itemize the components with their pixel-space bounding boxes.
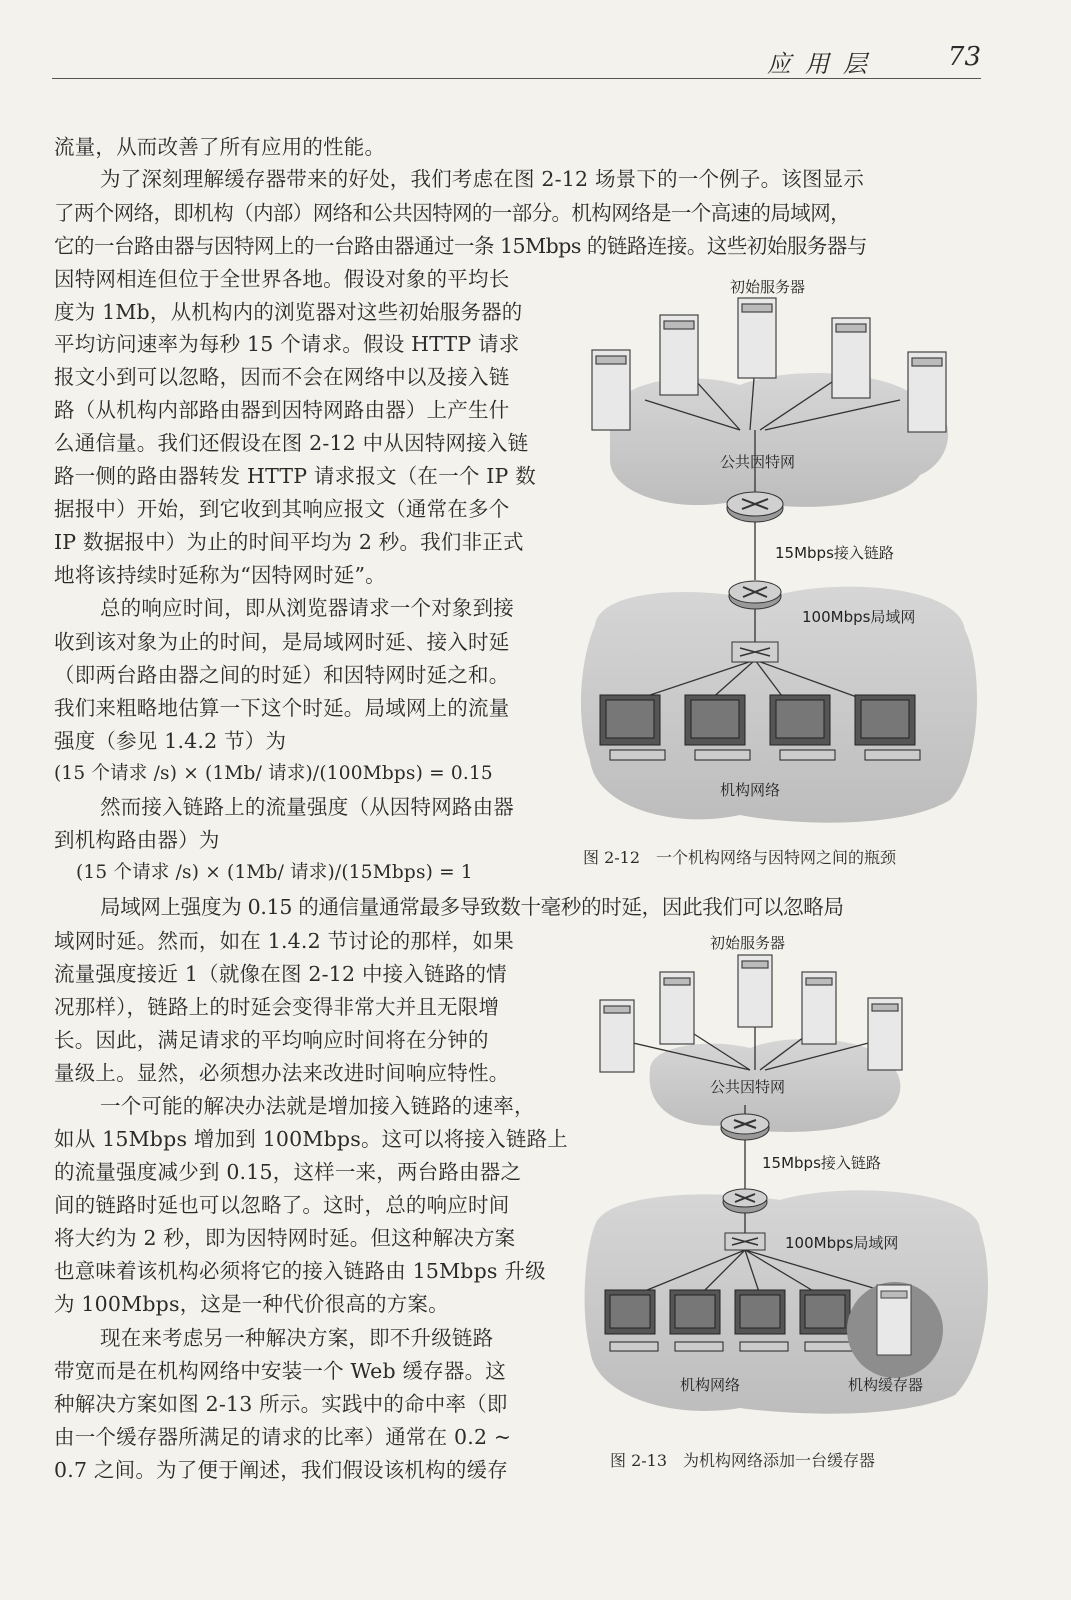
- text-line: 收到该对象为止的时间，是局域网时延、接入时延: [54, 630, 510, 654]
- figure-caption: 图 2-13 为机构网络添加一台缓存器: [610, 1451, 876, 1470]
- router-icon: [723, 1189, 767, 1213]
- figure-2-13: [580, 930, 995, 1430]
- cache-label: 机构缓存器: [848, 1376, 924, 1394]
- text-line: 由一个缓存器所满足的请求的比率）通常在 0.2 ~: [54, 1425, 512, 1449]
- text-line: IP 数据报中）为止的时间平均为 2 秒。我们非正式: [54, 530, 524, 554]
- text-line: 么通信量。我们还假设在图 2-12 中从因特网接入链: [54, 431, 529, 455]
- text-line: 报文小到可以忽略，因而不会在网络中以及接入链: [54, 365, 510, 389]
- text-line: 一个可能的解决办法就是增加接入链路的速率，: [100, 1094, 535, 1118]
- internet-label: 公共因特网: [720, 453, 796, 471]
- access-link-label: 15Mbps接入链路: [775, 544, 894, 562]
- router-icon: [721, 1114, 769, 1140]
- text-line: 长。因此，满足请求的平均响应时间将在分钟的: [54, 1028, 489, 1052]
- institution-label: 机构网络: [680, 1376, 741, 1394]
- text-line: 强度（参见 1.4.2 节）为: [54, 729, 287, 753]
- text-line: 因特网相连但位于全世界各地。假设对象的平均长: [54, 267, 510, 291]
- text-line: 平均访问速率为每秒 15 个请求。假设 HTTP 请求: [54, 332, 520, 356]
- switch-icon: [732, 642, 778, 662]
- text-line: 如从 15Mbps 增加到 100Mbps。这可以将接入链路上: [54, 1127, 568, 1151]
- text-line: 局域网上强度为 0.15 的通信量通常最多导致数十毫秒的时延，因此我们可以忽略局: [100, 895, 844, 919]
- figure-2-12: [570, 270, 990, 840]
- internet-label: 公共因特网: [710, 1078, 786, 1096]
- text-line: 现在来考虑另一种解决方案，即不升级链路: [100, 1326, 494, 1350]
- router-icon: [729, 581, 781, 609]
- origin-servers-label: 初始服务器: [730, 278, 806, 296]
- figure-caption: 图 2-12 一个机构网络与因特网之间的瓶颈: [583, 848, 897, 867]
- text-line: 总的响应时间，即从浏览器请求一个对象到接: [100, 596, 514, 620]
- text-line: 域网时延。然而，如在 1.4.2 节讨论的那样，如果: [54, 929, 514, 953]
- text-line: 到机构路由器）为: [54, 828, 220, 852]
- page-header: [52, 40, 981, 79]
- text-line: 我们来粗略地估算一下这个时延。局域网上的流量: [54, 696, 510, 720]
- text-line: 带宽而是在机构网络中安装一个 Web 缓存器。这: [54, 1359, 506, 1383]
- text-line: 它的一台路由器与因特网上的一台路由器通过一条 15Mbps 的链路连接。这些初始服务器与: [54, 234, 867, 258]
- text-line: 也意味着该机构必须将它的接入链路由 15Mbps 升级: [54, 1259, 546, 1283]
- formula-line: (15 个请求 /s) × (1Mb/ 请求)/(100Mbps) = 0.15: [54, 763, 493, 784]
- text-line: 况那样），链路上的时延会变得非常大并且无限增: [54, 995, 500, 1019]
- switch-icon: [725, 1233, 765, 1250]
- institution-label: 机构网络: [720, 781, 781, 799]
- origin-servers-label: 初始服务器: [710, 934, 786, 952]
- text-line: 路（从机构内部路由器到因特网路由器）上产生什: [54, 398, 510, 422]
- text-line: 种解决方案如图 2-13 所示。实践中的命中率（即: [54, 1392, 508, 1416]
- text-line: 将大约为 2 秒，即为因特网时延。但这种解决方案: [54, 1226, 516, 1250]
- text-line: 为了深刻理解缓存器带来的好处，我们考虑在图 2-12 场景下的一个例子。该图显示: [100, 167, 865, 191]
- text-line: 据报中）开始，到它收到其响应报文（通常在多个: [54, 497, 510, 521]
- formula-line: (15 个请求 /s) × (1Mb/ 请求)/(15Mbps) = 1: [76, 862, 473, 883]
- text-line: 流量，从而改善了所有应用的性能。: [54, 135, 386, 159]
- text-line: 然而接入链路上的流量强度（从因特网路由器: [100, 795, 514, 819]
- lan-label: 100Mbps局域网: [785, 1234, 899, 1252]
- text-line: 0.7 之间。为了便于阐述，我们假设该机构的缓存: [54, 1458, 508, 1482]
- text-line: 地将该持续时延称为“因特网时延”。: [54, 563, 386, 587]
- access-link-label: 15Mbps接入链路: [762, 1154, 881, 1172]
- text-line: 为 100Mbps，这是一种代价很高的方案。: [54, 1292, 449, 1316]
- text-line: 路一侧的路由器转发 HTTP 请求报文（在一个 IP 数: [54, 464, 536, 488]
- section-title: 应用层: [767, 50, 881, 78]
- router-icon: [727, 492, 783, 522]
- text-line: 的流量强度减少到 0.15，这样一来，两台路由器之: [54, 1160, 522, 1184]
- lan-label: 100Mbps局域网: [802, 608, 916, 626]
- text-line: 度为 1Mb，从机构内的浏览器对这些初始服务器的: [54, 300, 523, 324]
- text-line: 了两个网络，即机构（内部）网络和公共因特网的一部分。机构网络是一个高速的局域网，: [54, 201, 850, 225]
- text-line: 间的链路时延也可以忽略了。这时，总的响应时间: [54, 1193, 510, 1217]
- page-number: 73: [947, 42, 981, 72]
- text-line: 量级上。显然，必须想办法来改进时间响应特性。: [54, 1061, 510, 1085]
- text-line: 流量强度接近 1（就像在图 2-12 中接入链路的情: [54, 962, 507, 986]
- text-line: （即两台路由器之间的时延）和因特网时延之和。: [54, 663, 510, 687]
- cache-server-icon: [847, 1282, 943, 1378]
